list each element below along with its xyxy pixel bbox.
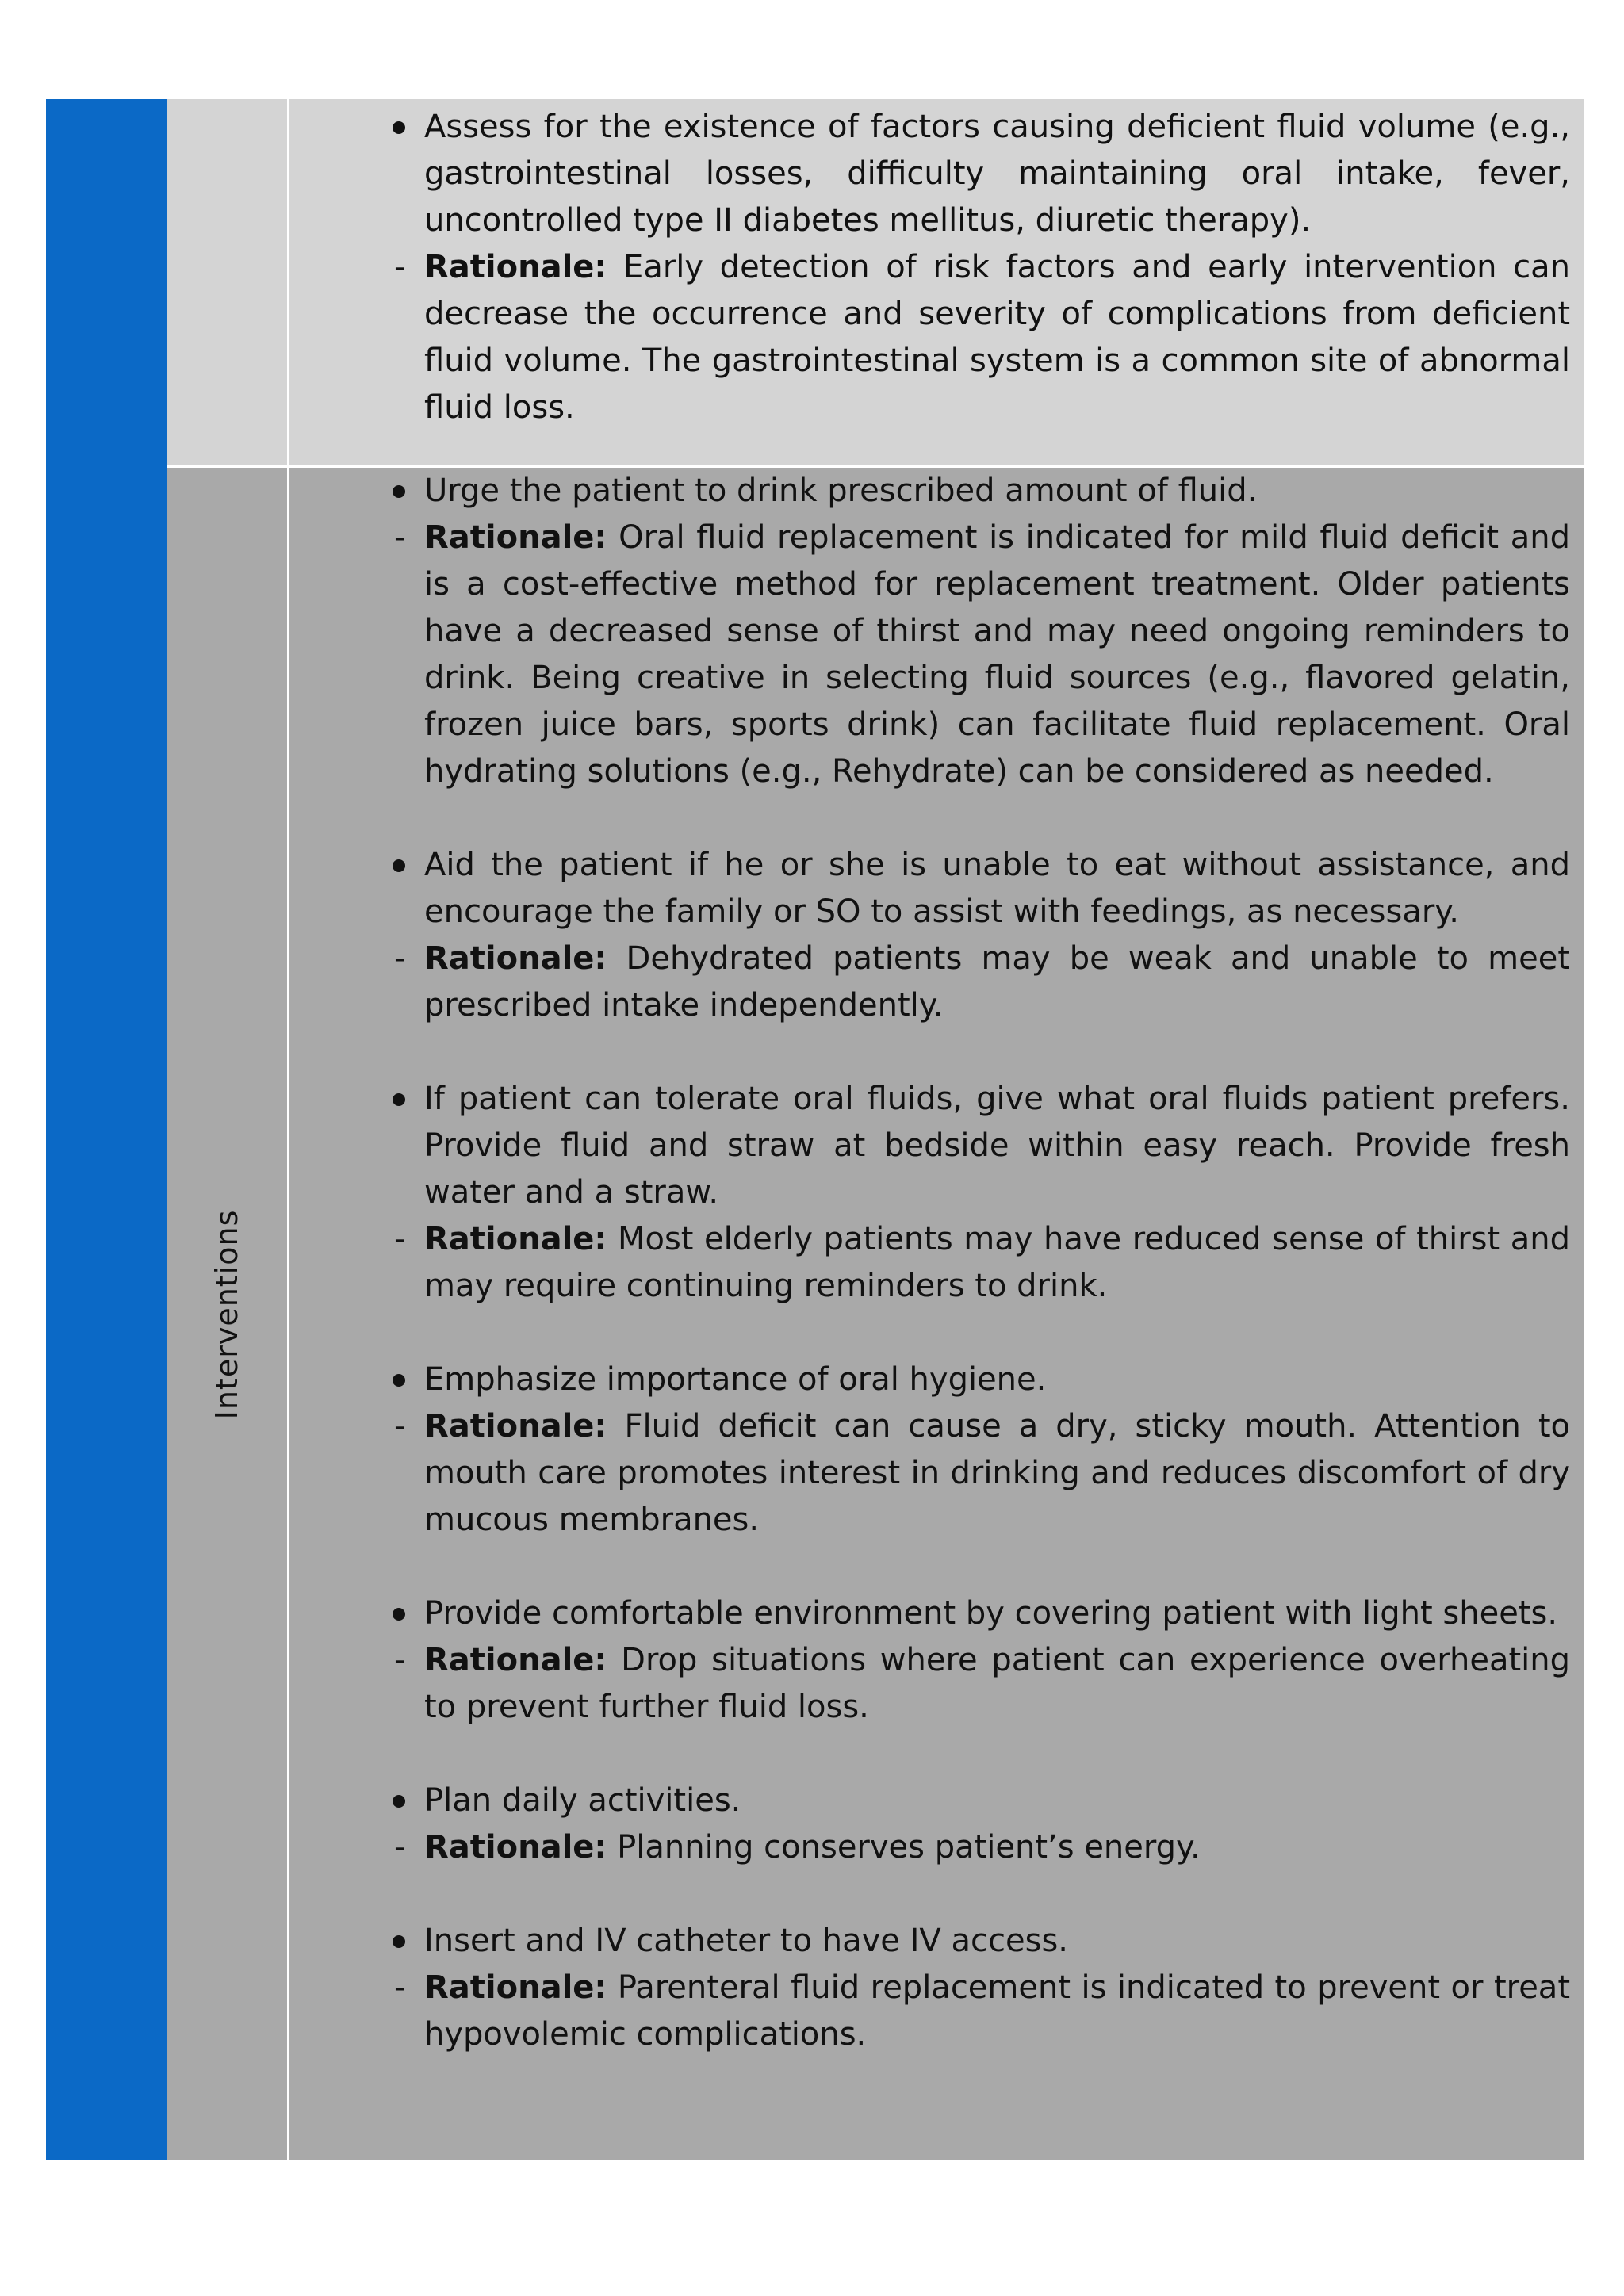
- row-label-cell: [167, 468, 289, 2160]
- rationale-item: [321, 1965, 1570, 2058]
- rationale-label: Rationale:: [424, 1221, 607, 1257]
- dash-icon: -: [394, 1969, 406, 2006]
- rationale-text: Dehydrated patients may be weak and unable to meet prescribed intake independently.: [424, 940, 1570, 1024]
- action-text: Provide comfortable environment by covering patient with light sheets.: [424, 1595, 1558, 1632]
- action-item: [321, 1777, 1570, 1824]
- action-item: [321, 1076, 1570, 1216]
- action-text: Insert and IV catheter to have IV access.: [424, 1923, 1068, 1959]
- dash-icon: -: [394, 1408, 406, 1445]
- action-item: [321, 1357, 1570, 1403]
- rationale-label: Rationale:: [424, 1829, 607, 1866]
- action-text: Assess for the existence of factors causing deficient fluid volume (e.g., gastrointestinal losses, difficulty maintaining oral intake, fever, uncontrolled type II diabetes mellitus, diuretic therapy).: [424, 109, 1570, 239]
- bullet-icon: [393, 1935, 405, 1948]
- rationale-item: [321, 936, 1570, 1029]
- rationale-item: [321, 515, 1570, 795]
- rationale-text: Parenteral fluid replacement is indicated to prevent or treat hypovolemic complications.: [424, 1969, 1570, 2053]
- rationale-item: [321, 1824, 1570, 1871]
- row-label-cell: [167, 99, 289, 465]
- rationale-text: Oral fluid replacement is indicated for mild fluid deficit and is a cost-effective method for replacement treatment. Older patients have a decreased sense of thirst and may need ongoing reminders to drink. Being creative in selecting fluid sources (e.g., flavored gelatin, frozen juice bars, sports drink) can facilitate fluid replacement. Oral hydrating solutions (e.g., Rehydrate) can be considered as needed.: [424, 519, 1570, 790]
- table-row-interventions: [167, 465, 1584, 2160]
- action-item: [321, 842, 1570, 936]
- action-item: [321, 1590, 1570, 1637]
- action-item: [321, 468, 1570, 515]
- row-label-interventions: Interventions: [209, 1209, 244, 1419]
- dash-icon: -: [394, 1221, 406, 1257]
- dash-icon: -: [394, 519, 406, 556]
- bullet-icon: [393, 1608, 405, 1621]
- rationale-label: Rationale:: [424, 1969, 607, 2006]
- bullet-icon: [393, 1374, 405, 1387]
- rationale-label: Rationale:: [424, 940, 607, 977]
- bullet-icon: [393, 121, 405, 134]
- rationale-item: [321, 1403, 1570, 1544]
- rationale-label: Rationale:: [424, 1642, 607, 1678]
- action-item: [321, 1918, 1570, 1965]
- dash-icon: -: [394, 940, 406, 977]
- rationale-text: Drop situations where patient can experience overheating to prevent further fluid loss.: [424, 1642, 1570, 1725]
- action-item: [321, 104, 1570, 244]
- rationale-text: Most elderly patients may have reduced sense of thirst and may require continuing reminders to drink.: [424, 1221, 1570, 1304]
- bullet-icon: [393, 1795, 405, 1808]
- accent-bar: [46, 99, 167, 2160]
- dash-icon: -: [394, 1829, 406, 1866]
- action-text: Emphasize importance of oral hygiene.: [424, 1361, 1047, 1398]
- table-row-assessment: [167, 99, 1584, 465]
- action-text: Urge the patient to drink prescribed amount of fluid.: [424, 473, 1258, 509]
- bullet-icon: [393, 1093, 405, 1106]
- rationale-label: Rationale:: [424, 519, 607, 556]
- dash-icon: -: [394, 1642, 406, 1678]
- rationale-label: Rationale:: [424, 249, 607, 285]
- row-content: [321, 468, 1570, 2058]
- rationale-label: Rationale:: [424, 1408, 607, 1445]
- action-text: Plan daily activities.: [424, 1782, 741, 1819]
- row-content: [321, 104, 1570, 431]
- action-text: Aid the patient if he or she is unable to eat without assistance, and encourage the family or SO to assist with feedings, as necessary.: [424, 847, 1570, 930]
- rationale-item: [321, 1216, 1570, 1310]
- rationale-text: Early detection of risk factors and early intervention can decrease the occurrence and severity of complications from deficient fluid volume. The gastrointestinal system is a common site of abnormal fluid loss.: [424, 249, 1570, 426]
- action-text: If patient can tolerate oral fluids, give what oral fluids patient prefers. Provide fluid and straw at bedside within easy reach. Provide fresh water and a straw.: [424, 1081, 1570, 1211]
- dash-icon: -: [394, 249, 406, 285]
- rationale-item: [321, 244, 1570, 431]
- rationale-text: Planning conserves patient’s energy.: [607, 1829, 1201, 1866]
- rationale-item: [321, 1637, 1570, 1731]
- care-plan-table: [46, 99, 1584, 2160]
- rationale-text: Fluid deficit can cause a dry, sticky mouth. Attention to mouth care promotes interest in drinking and reduces discomfort of dry mucous membranes.: [424, 1408, 1570, 1538]
- bullet-icon: [393, 859, 405, 872]
- bullet-icon: [393, 485, 405, 498]
